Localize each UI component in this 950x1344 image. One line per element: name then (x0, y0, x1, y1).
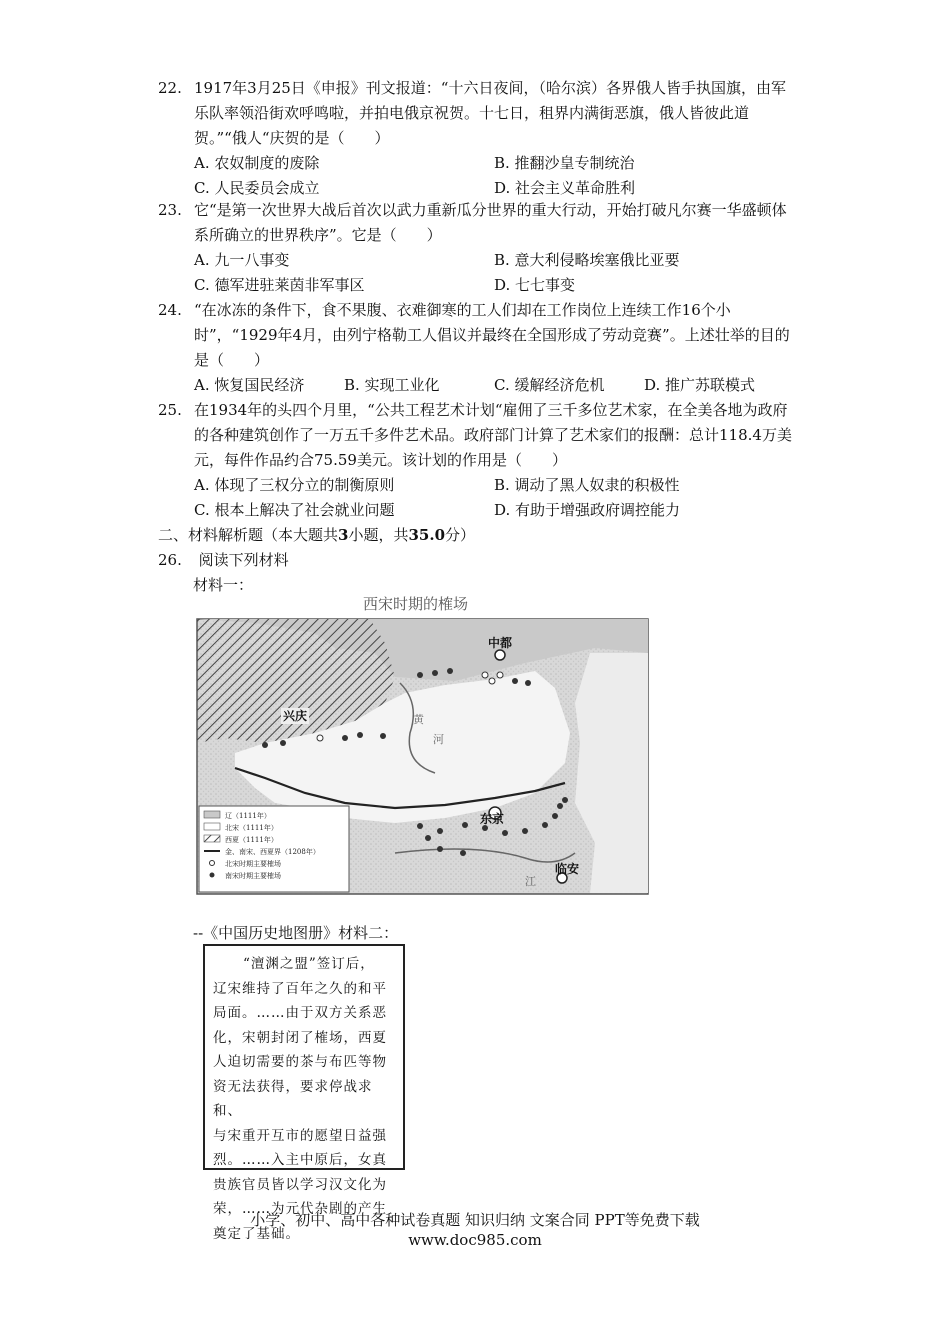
option-b[interactable]: B. 意大利侵略埃塞俄比亚要 (494, 251, 680, 269)
option-c[interactable]: C. 缓解经济危机 (494, 376, 605, 394)
question-22 (158, 76, 798, 201)
question-stem: 它“是第一次世界大战后首次以武力重新瓜分世界的重大行动，开始打破凡尔赛一华盛顿体系所确立的世界秩序”。它是（ ） (194, 201, 787, 244)
city-label-zhongdu: 中都 (488, 636, 513, 650)
options-row (194, 498, 798, 523)
option-d[interactable]: D. 推广苏联模式 (644, 376, 756, 394)
legend-swatch-northern-market (210, 861, 215, 866)
options-row (194, 273, 798, 298)
river-label: 黄 (413, 713, 424, 726)
material-line: 局面。……由于双方关系恶 (213, 1005, 387, 1021)
section-title-text: 分） (445, 526, 476, 544)
legend-label: 西夏（1111年） (225, 836, 278, 844)
city-label-dongjing: 东京 (480, 812, 505, 826)
question-stem: 阅读下列材料 (198, 551, 289, 569)
material-line: 化，宋朝封闭了榷场，西夏 (213, 1029, 387, 1046)
question-23 (158, 198, 798, 298)
question-number: 26. (158, 551, 182, 569)
historical-map (195, 593, 650, 896)
question-26 (158, 548, 289, 573)
question-number: 24. (158, 301, 182, 319)
map-title: 西宋时期的榷场 (363, 595, 469, 613)
material-line: 贵族官员皆以学习汉文化为 (213, 1176, 387, 1193)
city-label-linan: 临安 (555, 862, 580, 876)
question-25 (158, 398, 798, 523)
section-score: 35.0 (408, 526, 446, 544)
question-number: 23. (158, 201, 182, 219)
option-d[interactable]: D. 有助于增强政府调控能力 (494, 501, 681, 519)
material-line: 与宋重开互市的愿望日益强 (213, 1127, 387, 1144)
material-line: 奠定了基础。 (213, 1225, 300, 1242)
option-c[interactable]: C. 德军进驻莱茵非军事区 (194, 276, 365, 294)
option-d[interactable]: D. 社会主义革命胜利 (494, 179, 636, 197)
material-line: 辽宋维持了百年之久的和平 (213, 980, 387, 997)
legend-swatch-song (204, 823, 220, 830)
legend-swatch-liao (204, 811, 220, 818)
material-line: 荣，……为元代杂剧的产生 (213, 1201, 387, 1217)
material-line: 人迫切需要的茶与布匹等物 (213, 1054, 387, 1070)
legend-label: 北宋时期主要榷场 (225, 860, 281, 868)
legend-label: 金、南宋、西夏界（1208年） (225, 848, 320, 856)
question-stem: 1917年3月25日《申报》刊文报道：“十六日夜间，（哈尔滨）各界俄人皆手执国旗，由军乐队率领沿街欢呼鸣啦，并拍电俄京祝贺。十七日，租界内满街恶旗，俄人皆彼此道贺。”“俄人“庆贺的是（ ） (194, 79, 786, 147)
map-source-caption: --《中国历史地图册》材料二： (193, 924, 399, 942)
legend-label: 辽（1111年） (225, 812, 271, 820)
material-1-label: 材料一： (193, 576, 254, 594)
option-a[interactable]: A. 农奴制度的废除 (194, 154, 320, 172)
legend-label: 南宋时期主要榷场 (225, 872, 281, 880)
options-row (194, 373, 798, 398)
question-stem: 在1934年的头四个月里，“公共工程艺术计划“雇佣了三千多位艺术家，在全美各地为政府的各种建筑创作了一万五千多件艺术品。政府部门计算了艺术家们的报酬：总计118.4万美元，每件作品约合75.59美元。该计划的作用是（ ） (194, 401, 792, 469)
river-label: 江 (525, 875, 536, 888)
legend-swatch-southern-market (210, 873, 215, 878)
options-row (194, 248, 798, 273)
option-b[interactable]: B. 推翻沙皇专制统治 (494, 154, 635, 172)
footer-promo-text: 小学、初中、高中各种试卷真题 知识归纳 文案合同 PPT等免费下载 (250, 1211, 700, 1229)
material-2-box (203, 944, 405, 1242)
material-line: 烈。……入主中原后，女真 (213, 1152, 387, 1168)
footer-url-link[interactable]: www.doc985.com (408, 1231, 542, 1249)
option-c[interactable]: C. 人民委员会成立 (194, 179, 320, 197)
material-line: “澶渊之盟”签订后， (243, 956, 375, 972)
question-24 (158, 298, 798, 398)
legend-label: 北宋（1111年） (225, 824, 278, 832)
option-b[interactable]: B. 实现工业化 (344, 376, 440, 394)
river-label: 河 (433, 733, 444, 746)
options-row (194, 151, 798, 176)
legend-swatch-xixia (204, 835, 220, 842)
options-row (194, 473, 798, 498)
option-d[interactable]: D. 七七事变 (494, 276, 576, 294)
city-marker (495, 650, 505, 660)
option-c[interactable]: C. 根本上解决了社会就业问题 (194, 501, 395, 519)
question-number: 25. (158, 401, 182, 419)
question-count: 3 (338, 526, 349, 544)
question-stem: “在冰冻的条件下，食不果腹、衣难御寒的工人们却在工作岗位上连续工作16个小时”，“1929年4月，由列宁格勒工人倡议并最终在全国形成了劳动竞赛”。上述壮举的目的是（ ） (194, 301, 790, 369)
material-line: 资无法获得，要求停战求和、 (213, 1078, 373, 1119)
city-label-xingqing: 兴庆 (283, 709, 308, 723)
option-a[interactable]: A. 九一八事变 (194, 251, 290, 269)
option-a[interactable]: A. 恢复国民经济 (194, 376, 305, 394)
option-b[interactable]: B. 调动了黑人奴隶的积极性 (494, 476, 680, 494)
question-number: 22. (158, 79, 182, 97)
section-heading (158, 523, 475, 548)
option-a[interactable]: A. 体现了三权分立的制衡原则 (194, 476, 395, 494)
section-title-text: 二、材料解析题（本大题共 (158, 526, 339, 544)
section-title-text: 小题，共 (348, 526, 409, 544)
